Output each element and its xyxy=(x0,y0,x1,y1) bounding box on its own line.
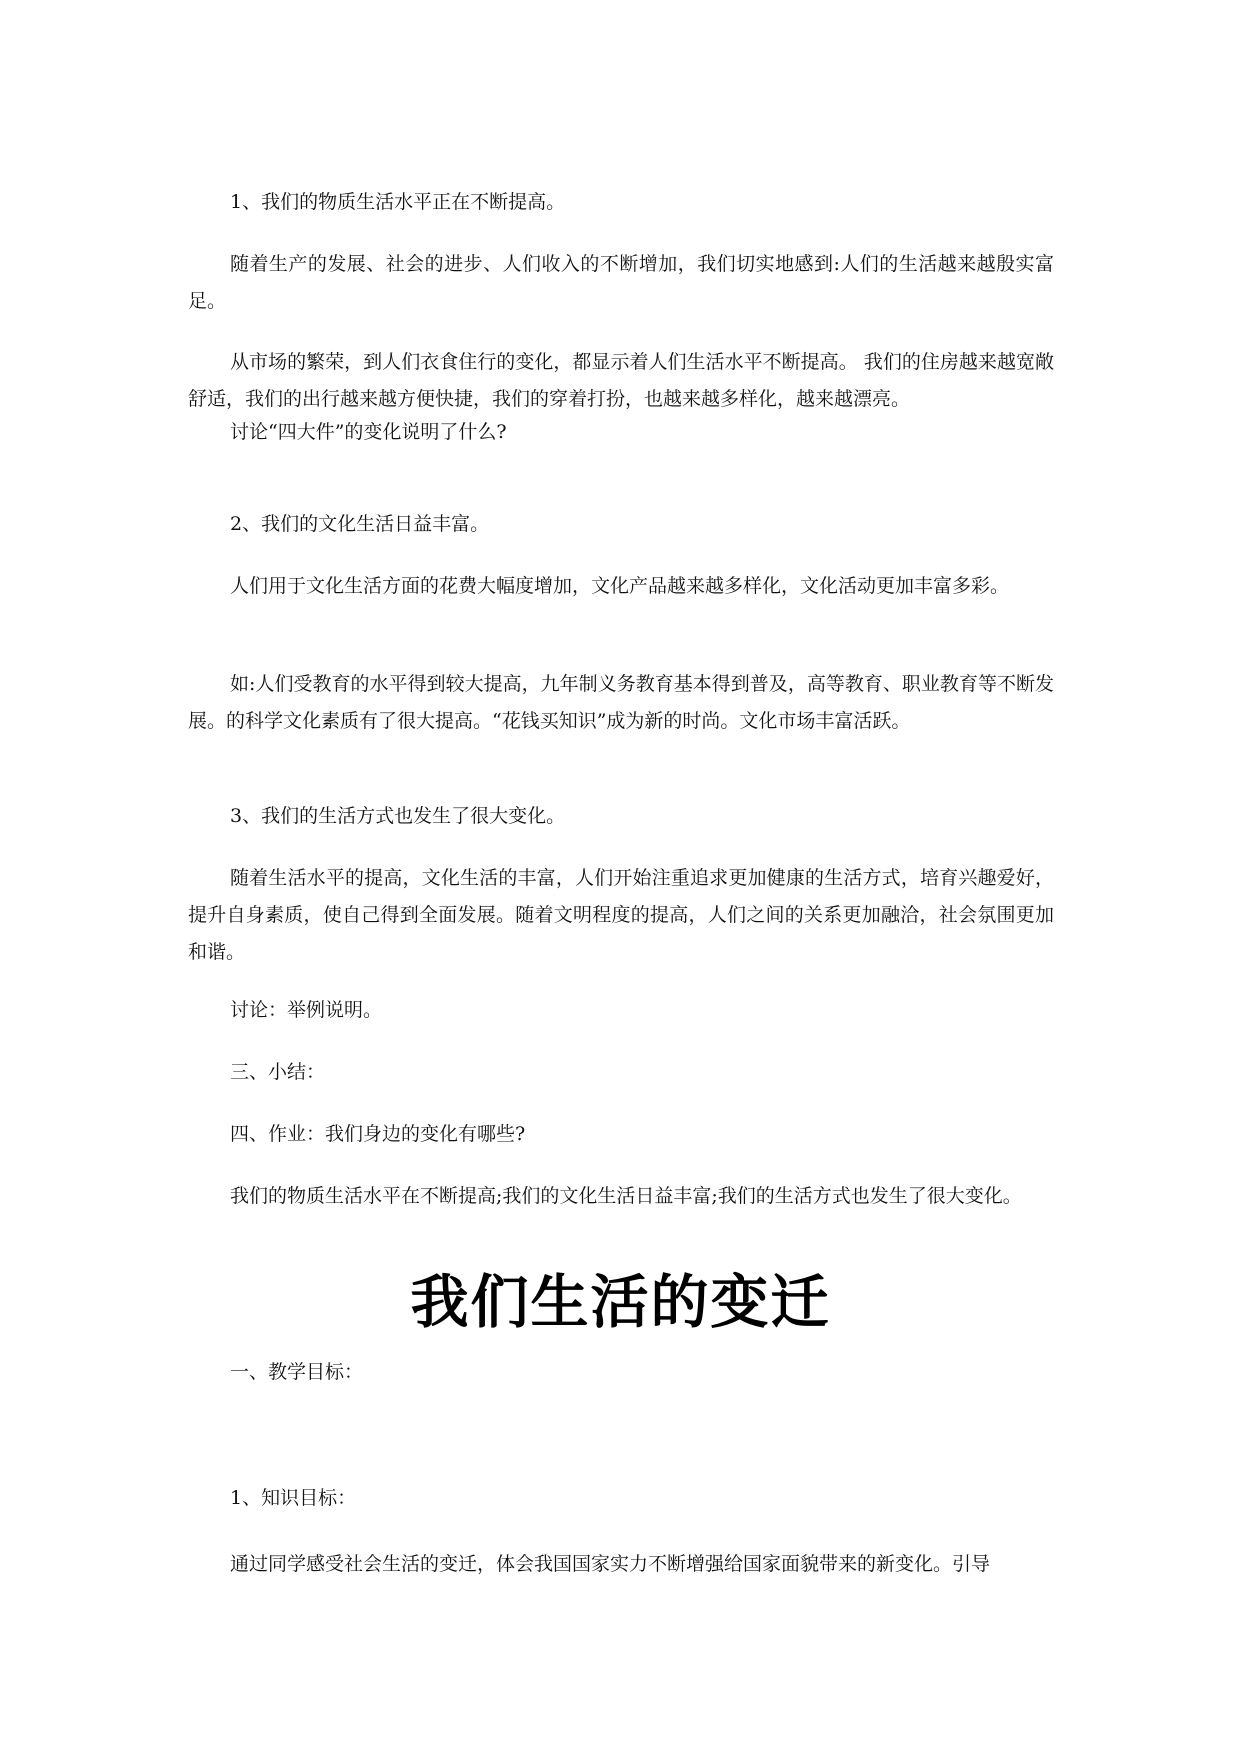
paragraph: 讨论“四大件”的变化说明了什么? xyxy=(230,421,507,443)
paragraph: 从市场的繁荣，到人们衣食住行的变化，都显示着人们生活水平不断提高。 我们的住房越来越宽敞舒适，我们的出行越来越方便快捷，我们的穿着打扮，也越来越多样化，越来越漂亮。 xyxy=(188,351,1054,410)
paragraph: 三、小结： xyxy=(230,1061,326,1083)
paragraph: 通过同学感受社会生活的变迁，体会我国国家实力不断增强给国家面貌带来的新变化。引导 xyxy=(230,1553,991,1575)
paragraph: 3、我们的生活方式也发生了很大变化。 xyxy=(230,805,566,827)
paragraph: 随着生产的发展、社会的进步、人们收入的不断增加，我们切实地感到:人们的生活越来越殷实富足。 xyxy=(188,253,1054,312)
paragraph: 人们用于文化生活方面的花费大幅度增加，文化产品越来越多样化，文化活动更加丰富多彩。 xyxy=(230,575,1010,597)
paragraph: 1、知识目标： xyxy=(230,1487,357,1509)
paragraph: 四、作业：我们身边的变化有哪些? xyxy=(230,1123,526,1145)
paragraph: 我们的物质生活水平在不断提高;我们的文化生活日益丰富;我们的生活方式也发生了很大变化。 xyxy=(230,1185,1022,1207)
paragraph: 一、教学目标： xyxy=(230,1361,364,1383)
paragraph: 2、我们的文化生活日益丰富。 xyxy=(230,513,490,535)
document-title: 我们生活的变迁 xyxy=(410,1268,831,1336)
paragraph: 如:人们受教育的水平得到较大提高，九年制义务教育基本得到普及，高等教育、职业教育等不断发展。的科学文化素质有了很大提高。“花钱买知识”成为新的时尚。文化市场丰富活跃。 xyxy=(188,673,1054,732)
paragraph: 讨论：举例说明。 xyxy=(230,999,383,1021)
paragraph: 随着生活水平的提高，文化生活的丰富，人们开始注重追求更加健康的生活方式，培育兴趣爱好，提升自身素质，使自己得到全面发展。随着文明程度的提高，人们之间的关系更加融洽，社会氛围更加和谐。 xyxy=(188,867,1054,963)
paragraph: 1、我们的物质生活水平正在不断提高。 xyxy=(230,191,566,213)
